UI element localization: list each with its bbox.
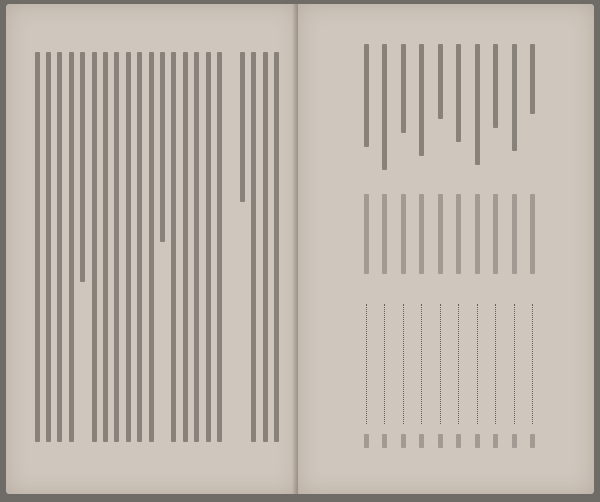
text-column	[160, 52, 165, 242]
toc-page-number	[401, 434, 406, 448]
text-column	[114, 52, 119, 442]
right-page	[298, 4, 594, 494]
text-column	[69, 52, 74, 442]
text-column	[92, 52, 97, 442]
toc-entry-title	[512, 44, 517, 151]
toc-leader-dots	[458, 304, 460, 424]
toc-entry-title	[438, 44, 443, 119]
text-column	[149, 52, 154, 442]
toc-leader-dots	[421, 304, 423, 424]
toc-page-number	[419, 434, 424, 448]
toc-page-number	[475, 434, 480, 448]
toc-entry-author	[419, 194, 424, 274]
text-column	[126, 52, 131, 442]
toc-page-number	[493, 434, 498, 448]
toc-leader-dots	[477, 304, 479, 424]
text-column	[46, 52, 51, 442]
toc-entry-title	[419, 44, 424, 156]
text-column	[35, 52, 40, 442]
text-column	[251, 52, 256, 442]
text-column	[240, 52, 245, 202]
text-column	[263, 52, 268, 442]
toc-page-number	[530, 434, 535, 448]
toc-page-number	[456, 434, 461, 448]
text-column	[171, 52, 176, 442]
toc-leader-dots	[440, 304, 442, 424]
text-column	[206, 52, 211, 442]
toc-page-number	[438, 434, 443, 448]
toc-leader-dots	[514, 304, 516, 424]
toc-entry-author	[530, 194, 535, 274]
toc-entry-title	[364, 44, 369, 147]
toc-entry-author	[364, 194, 369, 274]
toc-entry-author	[475, 194, 480, 274]
text-column	[80, 52, 85, 282]
toc-entry-author	[438, 194, 443, 274]
toc-leader-dots	[495, 304, 497, 424]
toc-entry-author	[401, 194, 406, 274]
text-column	[217, 52, 222, 442]
toc-entry-title	[475, 44, 480, 165]
toc-leader-dots	[532, 304, 534, 424]
toc-page-number	[512, 434, 517, 448]
toc-entry-title	[382, 44, 387, 170]
toc-entry-title	[493, 44, 498, 128]
toc-entry-author	[382, 194, 387, 274]
text-column	[274, 52, 279, 442]
toc-entry-title	[401, 44, 406, 133]
text-column	[194, 52, 199, 442]
text-column	[57, 52, 62, 442]
toc-entry-author	[512, 194, 517, 274]
toc-leader-dots	[366, 304, 368, 424]
toc-page-number	[382, 434, 387, 448]
toc-entry-author	[456, 194, 461, 274]
toc-leader-dots	[384, 304, 386, 424]
text-column	[183, 52, 188, 442]
toc-page-number	[364, 434, 369, 448]
toc-entry-title	[530, 44, 535, 114]
left-page	[6, 4, 298, 494]
toc-entry-author	[493, 194, 498, 274]
toc-entry-title	[456, 44, 461, 142]
text-column	[103, 52, 108, 442]
toc-leader-dots	[403, 304, 405, 424]
text-column	[137, 52, 142, 442]
